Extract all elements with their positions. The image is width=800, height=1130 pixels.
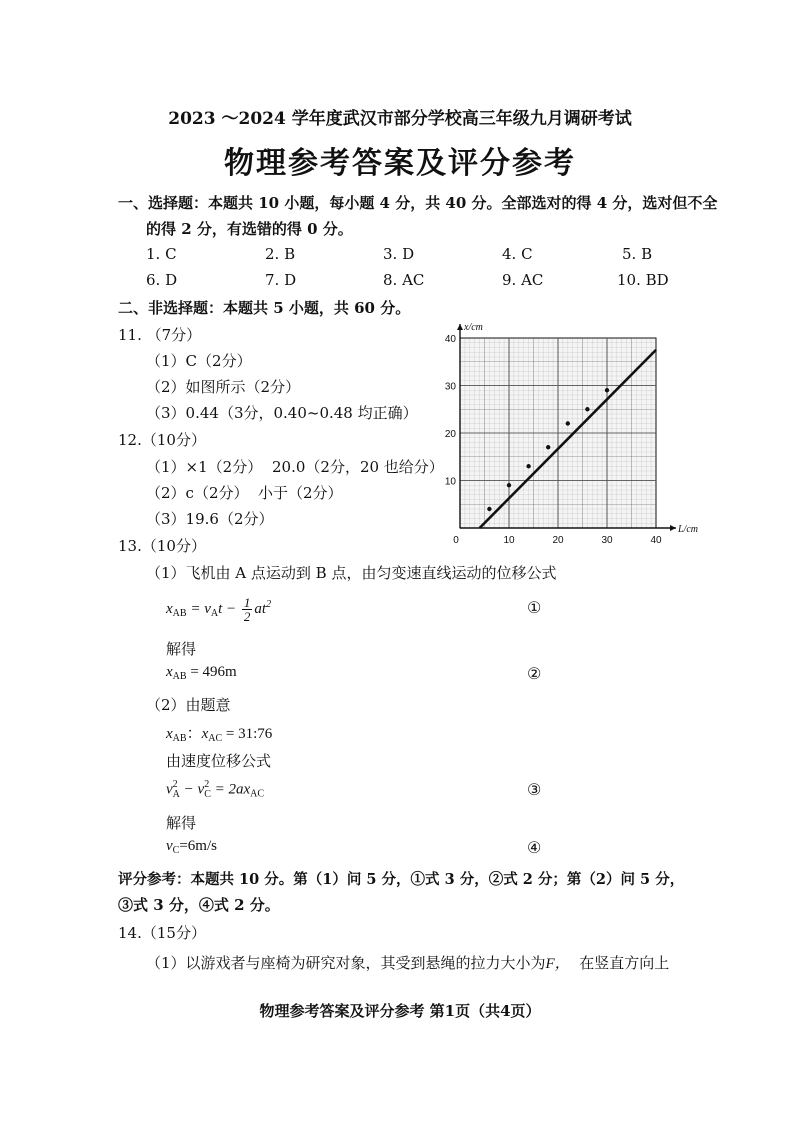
x-axis-label: L/cm xyxy=(678,524,698,535)
q14-var-F: F， xyxy=(545,956,570,972)
exam-subtitle: 2023 ～2024 学年度武汉市部分学校高三年级九月调研考试 xyxy=(168,109,632,129)
answer-7: 7. D xyxy=(265,271,297,289)
q13-solve-1: 解得 xyxy=(166,640,197,658)
section1-heading-cont: 的得 2 分，有选错的得 0 分。 xyxy=(146,220,353,238)
x-tick-label: 40 xyxy=(650,535,662,546)
x-vs-L-graph xyxy=(428,316,698,548)
eq3-sep: ： xyxy=(186,726,202,742)
equation-5 xyxy=(166,838,217,856)
eq2-rhs: = 496m xyxy=(190,664,237,680)
q11-item-2: （2）如图所示（2分） xyxy=(146,378,301,396)
page-title: 物理参考答案及评分参考 xyxy=(224,146,576,181)
section2-heading: 二、非选择题：本题共 5 小题，共 60 分。 xyxy=(118,299,411,317)
equation-4 xyxy=(166,780,264,800)
answer-10: 10. BD xyxy=(617,271,669,289)
q13-solve-2: 解得 xyxy=(166,814,197,832)
marker-3: ③ xyxy=(527,780,542,799)
eq4-rhs: = 2ax xyxy=(210,781,251,798)
section1-heading: 一、选择题：本题共 10 小题，每小题 4 分，共 40 分。全部选对的得 4 分，选对但不全 xyxy=(118,194,718,212)
eq1-rhs: at xyxy=(254,600,267,617)
eq4-rhs-sub: AC xyxy=(250,788,265,800)
x-tick-label: 10 xyxy=(503,535,515,546)
eq3-b-sub: AC xyxy=(208,733,223,744)
page-footer: 物理参考答案及评分参考 第1页（共4页） xyxy=(259,1002,541,1020)
q11-item-3: （3）0.44（3分，0.40~0.48 均正确） xyxy=(146,404,418,422)
data-point xyxy=(605,388,609,392)
marker-2: ② xyxy=(527,664,542,683)
data-point xyxy=(546,445,550,449)
eq4-b-script xyxy=(204,780,211,800)
eq4-b-sup: 2 xyxy=(204,779,210,790)
eq1-fraction xyxy=(242,596,253,623)
data-point xyxy=(526,464,530,468)
answer-3: 3. D xyxy=(383,245,415,263)
eq2-sub: AB xyxy=(172,671,187,682)
q13-grading-1: 评分参考：本题共 10 分。第（1）问 5 分，①式 3 分，②式 2 分；第（2）问 5 分， xyxy=(118,871,685,888)
eq1-sup: 2 xyxy=(266,598,272,610)
eq3-rhs: = 31:76 xyxy=(225,726,273,742)
q13-label: 13.（10分） xyxy=(118,537,206,555)
answer-2: 2. B xyxy=(265,245,296,263)
answer-9: 9. AC xyxy=(502,271,544,289)
q13-formula-text: 由速度位移公式 xyxy=(166,752,272,770)
q14-part1 xyxy=(146,952,669,973)
y-tick-label: 20 xyxy=(444,429,456,440)
q12-line2-a: （2）c（2分） xyxy=(146,484,249,502)
marker-1: ① xyxy=(527,598,542,617)
q12-line3: （3）19.6（2分） xyxy=(146,510,274,528)
eq4-a-script xyxy=(173,780,180,800)
eq1-lhs-sub: AB xyxy=(172,607,187,619)
y-tick-label: 30 xyxy=(444,381,456,393)
eq1-num: 1 xyxy=(243,595,251,610)
q12-line2-b: 小于（2分） xyxy=(258,484,343,502)
q13-part2: （2）由题意 xyxy=(146,696,231,714)
eq1-t: t − xyxy=(218,600,237,617)
eq1-den: 2 xyxy=(243,609,251,624)
eq1-mid: = v xyxy=(190,600,211,617)
q14-part1-text: （1）以游戏者与座椅为研究对象，其受到悬绳的拉力大小为 xyxy=(146,954,546,972)
y-tick-label: 10 xyxy=(444,476,456,488)
eq4-minus: − v xyxy=(179,781,205,798)
answer-5: 5. B xyxy=(622,245,653,263)
eq4-b-sub: C xyxy=(204,789,211,800)
marker-4: ④ xyxy=(527,838,542,857)
y-axis-label: x/cm xyxy=(464,322,483,333)
q14-part1-cont: 在竖直方向上 xyxy=(579,954,670,972)
eq5-rhs: =6m/s xyxy=(179,838,217,854)
x-tick-label: 30 xyxy=(601,535,613,546)
eq1-lhs: x xyxy=(166,600,173,617)
answer-8: 8. AC xyxy=(383,271,425,289)
q14-label: 14.（15分） xyxy=(118,924,206,942)
equation-2 xyxy=(166,664,237,682)
q11-label: 11. （7分） xyxy=(118,326,202,344)
x-axis-arrow xyxy=(670,525,676,531)
y-tick-label: 40 xyxy=(444,334,456,345)
data-point xyxy=(507,483,511,487)
equation-1 xyxy=(166,596,271,623)
answer-4: 4. C xyxy=(502,245,533,263)
q13-grading-2: ③式 3 分，④式 2 分。 xyxy=(118,896,280,914)
data-point xyxy=(585,407,589,411)
x-tick-label: 0 xyxy=(453,535,459,546)
eq1-mid-sub: A xyxy=(210,607,219,619)
q12-line1-b: 20.0（2分，20 也给分） xyxy=(272,458,444,476)
data-point xyxy=(487,507,491,511)
eq5-sub: C xyxy=(172,845,180,856)
q12-label: 12.（10分） xyxy=(118,431,206,449)
equation-3 xyxy=(166,722,272,744)
data-point xyxy=(566,421,570,425)
eq4-a: v xyxy=(166,781,173,798)
y-axis-arrow xyxy=(457,324,463,330)
x-tick-label: 20 xyxy=(552,535,564,546)
eq4-a-sup: 2 xyxy=(172,779,178,790)
eq2-lhs: x xyxy=(166,664,173,680)
eq3-a-sub: AB xyxy=(172,733,187,744)
eq3-b: x xyxy=(201,726,209,742)
q13-part1: （1）飞机由 A 点运动到 B 点，由匀变速直线运动的位移公式 xyxy=(146,564,557,582)
answer-6: 6. D xyxy=(146,271,178,289)
eq5-v: v xyxy=(166,838,173,854)
eq4-a-sub: A xyxy=(172,789,180,800)
answer-1: 1. C xyxy=(146,245,177,263)
eq3-a: x xyxy=(166,726,173,742)
q11-item-1: （1）C（2分） xyxy=(146,352,252,370)
q12-line1-a: （1）×1（2分） xyxy=(146,458,263,476)
